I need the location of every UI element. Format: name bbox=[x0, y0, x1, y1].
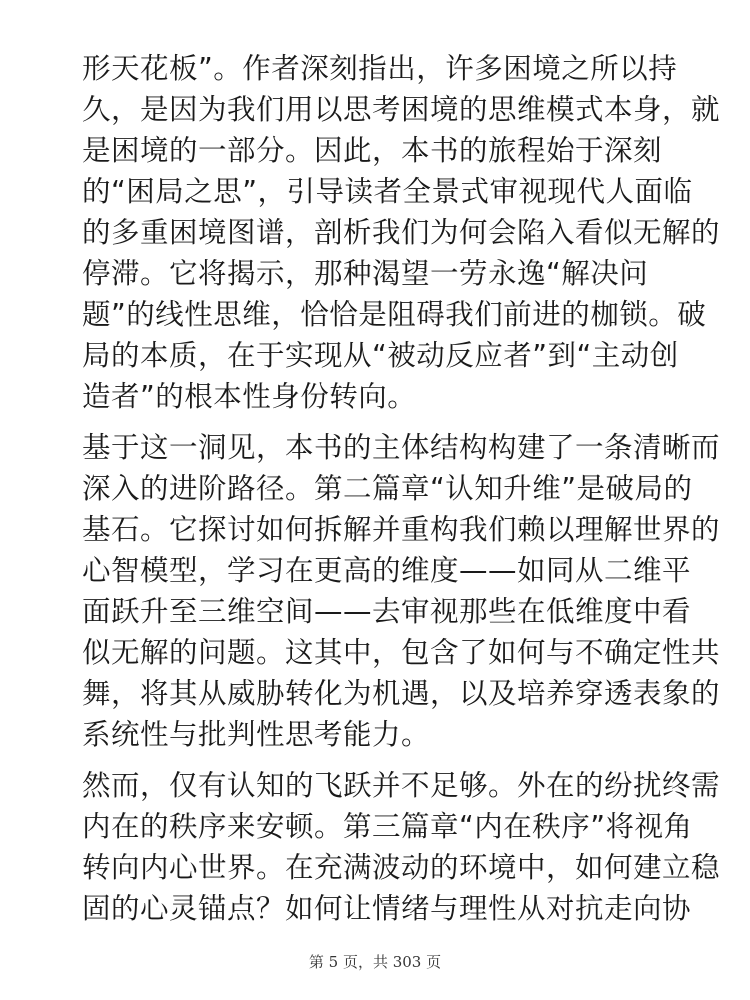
text-line: 面跃升至三维空间——去审视那些在低维度中看 bbox=[82, 595, 692, 628]
text-line: 固的心灵锚点？如何让情绪与理性从对抗走向协 bbox=[82, 892, 692, 925]
text-line: 似无解的问题。这其中，包含了如何与不确定性共 bbox=[82, 636, 721, 669]
paragraph-1 bbox=[82, 48, 721, 417]
text-line: 基石。它探讨如何拆解并重构我们赖以理解世界的 bbox=[82, 513, 721, 546]
text-line: 的多重困境图谱，剖析我们为何会陷入看似无解的 bbox=[82, 216, 721, 249]
body-text bbox=[82, 48, 721, 939]
text-line: 深入的进阶路径。第二篇章“认知升维”是破局的 bbox=[82, 472, 693, 505]
text-line: 基于这一洞见，本书的主体结构构建了一条清晰而 bbox=[82, 431, 721, 464]
text-line: 内在的秩序来安顿。第三篇章“内在秩序”将视角 bbox=[82, 810, 693, 843]
text-line: 停滞。它将揭示，那种渴望一劳永逸“解决问 bbox=[82, 257, 649, 290]
text-line: 然而，仅有认知的飞跃并不足够。外在的纷扰终需 bbox=[82, 769, 721, 802]
paragraph-2 bbox=[82, 427, 721, 755]
text-line: 系统性与批判性思考能力。 bbox=[82, 718, 431, 751]
text-line: 久，是因为我们用以思考困境的思维模式本身，就 bbox=[82, 93, 721, 126]
text-line: 心智模型，学习在更高的维度——如同从二维平 bbox=[82, 554, 692, 587]
paragraph-3 bbox=[82, 765, 721, 929]
text-line: 是困境的一部分。因此，本书的旅程始于深刻 bbox=[82, 134, 663, 167]
text-line: 造者”的根本性身份转向。 bbox=[82, 380, 417, 413]
text-line: 局的本质，在于实现从“被动反应者”到“主动创 bbox=[82, 339, 679, 372]
text-line: 的“困局之思”，引导读者全景式审视现代人面临 bbox=[82, 175, 693, 208]
text-line: 转向内心世界。在充满波动的环境中，如何建立稳 bbox=[82, 851, 721, 884]
text-line: 舞，将其从威胁转化为机遇，以及培养穿透表象的 bbox=[82, 677, 721, 710]
text-line: 形天花板”。作者深刻指出，许多困境之所以持 bbox=[82, 52, 678, 85]
text-line: 题”的线性思维，恰恰是阻碍我们前进的枷锁。破 bbox=[82, 298, 707, 331]
page-number-footer: 第 5 页，共 303 页 bbox=[308, 953, 442, 971]
